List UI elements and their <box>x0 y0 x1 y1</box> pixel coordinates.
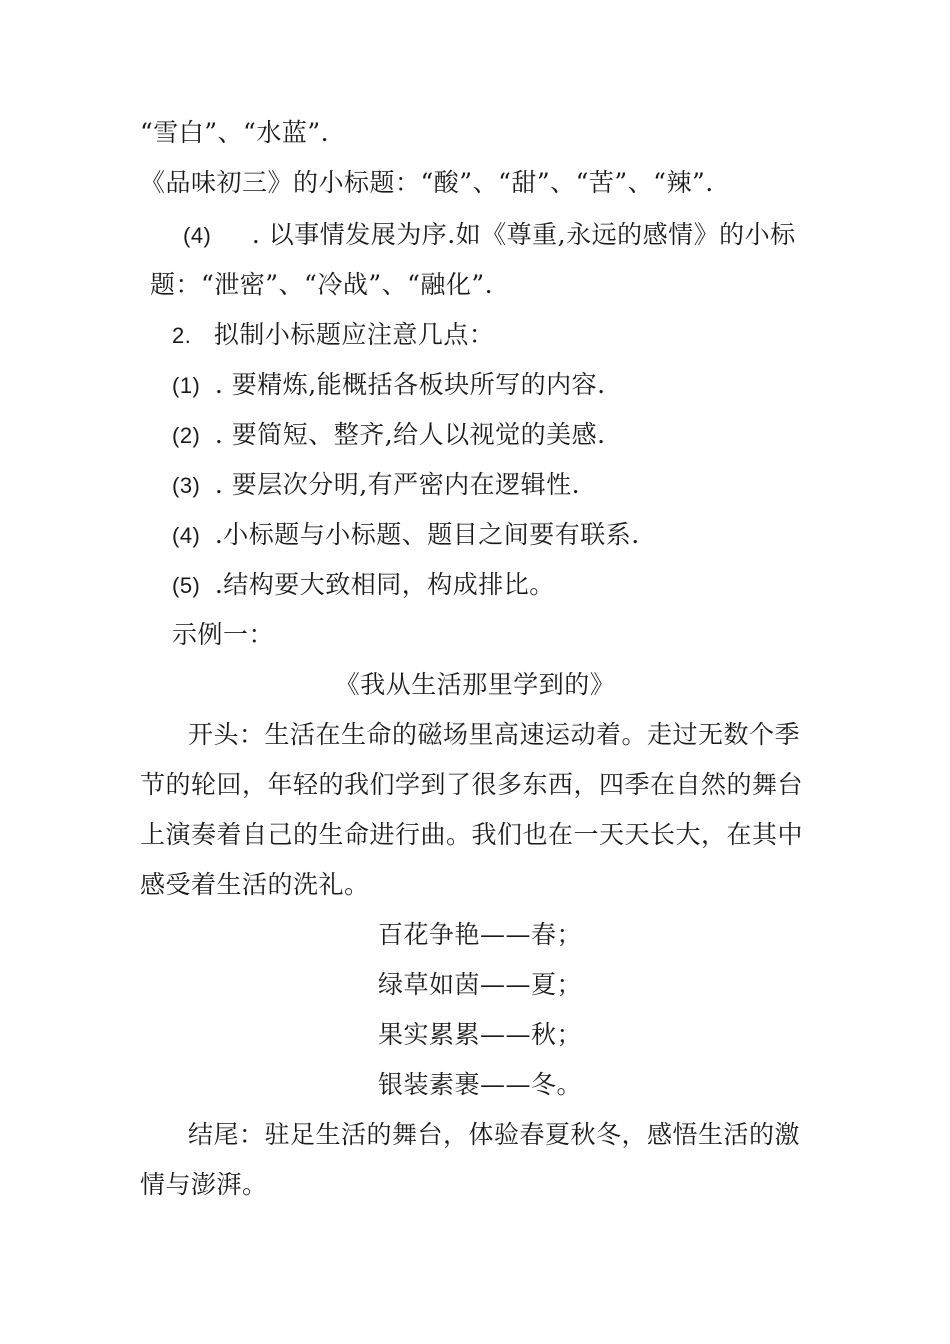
example-title: 《我从生活那里学到的》 <box>334 670 616 699</box>
item-number: (4) <box>172 523 201 548</box>
item-number: (1) <box>172 373 201 398</box>
item-number: (5) <box>172 573 201 598</box>
item-text: .结构要大致相同，构成排比。 <box>214 570 555 599</box>
text-line: 《品味初三》的小标题：“酸”、“甜”、“苦”、“辣”. <box>140 168 714 197</box>
section-number: 2. <box>172 323 192 348</box>
list-item <box>172 468 580 503</box>
section-text: 拟制小标题应注意几点： <box>213 320 495 349</box>
poem-line: 果实累累——秋； <box>378 1020 583 1049</box>
paragraph-line: 感受着生活的洗礼。 <box>140 870 370 899</box>
item-text: .小标题与小标题、题目之间要有联系. <box>214 520 640 549</box>
paragraph-line: 上演奏着自己的生命进行曲。我们也在一天天长大，在其中 <box>140 820 804 849</box>
paragraph-line: 开头：生活在生命的磁场里高速运动着。走过无数个季 <box>188 720 801 749</box>
item-number: (3) <box>172 473 201 498</box>
item-number: (4) <box>183 223 212 248</box>
item-text: . 要层次分明,有严密内在逻辑性. <box>214 470 581 499</box>
list-item <box>172 518 640 553</box>
example-label: 示例一： <box>172 620 275 649</box>
paragraph-line: 结尾：驻足生活的舞台，体验春夏秋冬，感悟生活的激 <box>188 1120 801 1149</box>
item-text: . 要简短、整齐,给人以视觉的美感. <box>214 420 606 449</box>
section-heading <box>172 318 494 353</box>
item-text: . 以事情发展为序.如《尊重,永远的感情》的小标 <box>251 220 796 249</box>
list-item <box>172 368 606 403</box>
item-text: . 要精炼,能概括各板块所写的内容. <box>214 370 606 399</box>
paragraph-line: 节的轮回，年轻的我们学到了很多东西，四季在自然的舞台 <box>140 770 804 799</box>
text-line: “雪白”、“水蓝”. <box>140 118 330 147</box>
poem-line: 绿草如茵——夏； <box>378 970 583 999</box>
paragraph-line: 情与澎湃。 <box>140 1170 268 1199</box>
list-item <box>183 218 796 253</box>
list-item <box>172 418 606 453</box>
item-number: (2) <box>172 423 201 448</box>
text-line: 题：“泄密”、“冷战”、“融化”. <box>150 270 494 299</box>
list-item <box>172 568 555 603</box>
poem-line: 百花争艳——春； <box>378 920 583 949</box>
poem-line: 银装素裹——冬。 <box>378 1070 583 1099</box>
